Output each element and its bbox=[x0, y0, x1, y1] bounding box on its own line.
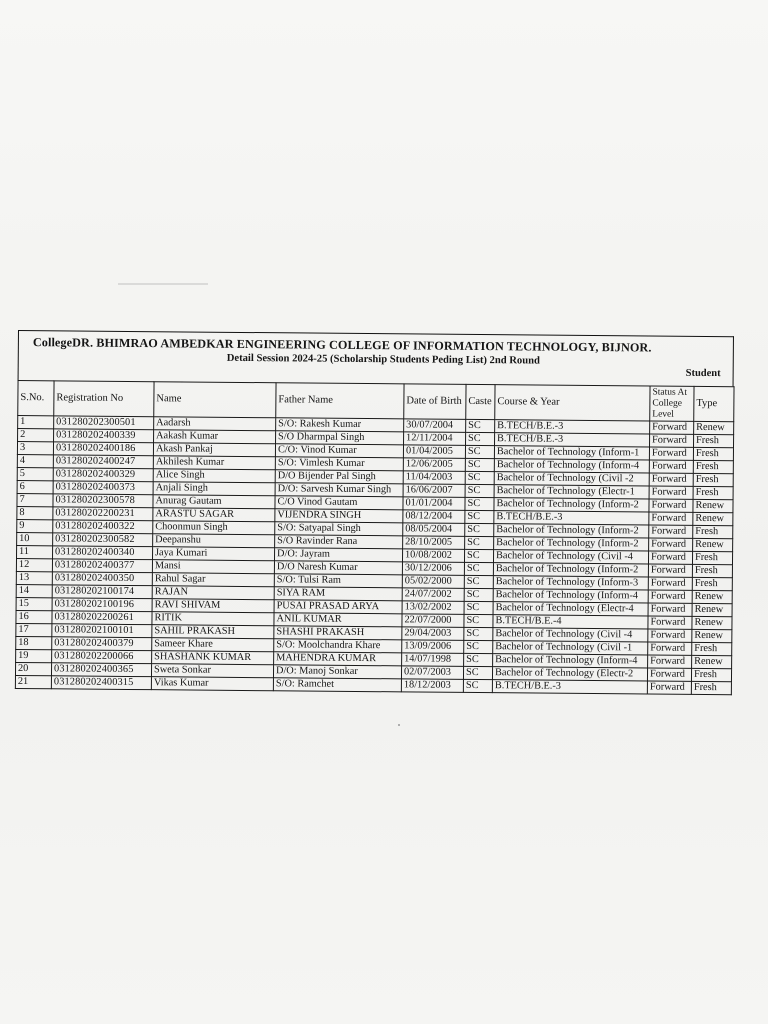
cell-type: Fresh bbox=[692, 577, 732, 590]
cell-date-of-birth: 08/12/2004 bbox=[403, 510, 465, 524]
cell-course-year: B.TECH/B.E.-3 bbox=[494, 510, 649, 524]
cell-father-name: MAHENDRA KUMAR bbox=[274, 652, 402, 666]
cell-status: Forward bbox=[649, 512, 693, 525]
cell-father-name: C/O Vinod Gautam bbox=[275, 496, 403, 510]
cell-father-name: S/O Dharmpal Singh bbox=[276, 431, 404, 445]
cell-name: Vikas Kumar bbox=[151, 676, 273, 690]
cell-name: Choonmun Singh bbox=[153, 520, 275, 534]
cell-status: Forward bbox=[647, 681, 691, 694]
cell-date-of-birth: 13/09/2006 bbox=[402, 640, 464, 654]
cell-name: Anurag Gautam bbox=[153, 494, 275, 508]
cell-registration-no: 031280202100174 bbox=[52, 585, 152, 599]
cell-date-of-birth: 22/07/2000 bbox=[402, 614, 464, 628]
cell-status: Forward bbox=[648, 603, 692, 616]
cell-caste: SC bbox=[466, 432, 495, 445]
cell-date-of-birth: 08/05/2004 bbox=[403, 523, 465, 537]
cell-name: Sweta Sonkar bbox=[151, 663, 273, 677]
cell-course-year: B.TECH/B.E.-4 bbox=[493, 614, 648, 628]
cell-father-name: D/O Bijender Pal Singh bbox=[275, 470, 403, 484]
cell-course-year: Bachelor of Technology (Civil -1 bbox=[493, 640, 648, 654]
cell-course-year: Bachelor of Technology (Electr-1 bbox=[494, 484, 649, 498]
cell-type: Fresh bbox=[693, 460, 733, 473]
cell-name: SHASHANK KUMAR bbox=[152, 650, 274, 664]
cell-sno: 9 bbox=[17, 519, 53, 532]
cell-date-of-birth: 29/04/2003 bbox=[402, 627, 464, 641]
cell-registration-no: 031280202100196 bbox=[52, 598, 152, 612]
cell-caste: SC bbox=[465, 510, 494, 523]
table-body bbox=[15, 415, 733, 694]
cell-sno: 19 bbox=[16, 649, 52, 662]
cell-course-year: Bachelor of Technology (Civil -2 bbox=[494, 471, 649, 485]
header-sno: S.No. bbox=[18, 381, 54, 416]
cell-course-year: Bachelor of Technology (Inform-4 bbox=[493, 588, 648, 602]
document-header bbox=[18, 330, 734, 386]
cell-registration-no: 031280202200066 bbox=[52, 650, 152, 664]
cell-type: Renew bbox=[692, 590, 732, 603]
cell-date-of-birth: 18/12/2003 bbox=[401, 679, 463, 693]
cell-caste: SC bbox=[464, 640, 493, 653]
cell-type: Fresh bbox=[691, 681, 731, 694]
cell-name: Alice Singh bbox=[153, 468, 275, 482]
cell-course-year: Bachelor of Technology (Inform-4 bbox=[494, 458, 649, 472]
cell-father-name: D/O Naresh Kumar bbox=[274, 561, 402, 575]
cell-type: Fresh bbox=[693, 486, 733, 499]
cell-caste: SC bbox=[466, 419, 495, 432]
cell-status: Forward bbox=[648, 551, 692, 564]
cell-type: Fresh bbox=[691, 668, 731, 681]
cell-father-name: S/O: Rakesh Kumar bbox=[276, 418, 404, 432]
header-registration-no: Registration No bbox=[54, 381, 154, 417]
cell-sno: 8 bbox=[17, 506, 53, 519]
cell-registration-no: 031280202400329 bbox=[53, 468, 153, 482]
cell-registration-no: 031280202400322 bbox=[53, 520, 153, 534]
cell-caste: SC bbox=[464, 614, 493, 627]
college-title: CollegeDR. BHIMRAO AMBEDKAR ENGINEERING COLLEGE OF INFORMATION TECHNOLOGY, BIJNOR. bbox=[32, 335, 652, 355]
cell-registration-no: 031280202400186 bbox=[53, 442, 153, 456]
cell-registration-no: 031280202400315 bbox=[51, 676, 151, 690]
cell-father-name: C/O: Vinod Kumar bbox=[275, 444, 403, 458]
cell-caste: SC bbox=[464, 575, 493, 588]
cell-father-name: S/O: Ramchet bbox=[273, 678, 401, 692]
cell-course-year: B.TECH/B.E.-3 bbox=[495, 419, 650, 433]
cell-caste: SC bbox=[465, 523, 494, 536]
cell-course-year: B.TECH/B.E.-3 bbox=[492, 679, 647, 693]
cell-name: Akash Pankaj bbox=[153, 442, 275, 456]
cell-course-year: Bachelor of Technology (Electr-2 bbox=[492, 666, 647, 680]
cell-name: RAVI SHIVAM bbox=[152, 598, 274, 612]
cell-sno: 16 bbox=[16, 610, 52, 623]
cell-status: Forward bbox=[648, 655, 692, 668]
cell-sno: 15 bbox=[16, 597, 52, 610]
cell-course-year: Bachelor of Technology (Inform-2 bbox=[494, 523, 649, 537]
cell-type: Fresh bbox=[692, 551, 732, 564]
cell-name: Anjali Singh bbox=[153, 481, 275, 495]
header-caste: Caste bbox=[466, 384, 495, 419]
cell-sno: 12 bbox=[16, 558, 52, 571]
cell-course-year: Bachelor of Technology (Inform-2 bbox=[494, 536, 649, 550]
cell-sno: 1 bbox=[18, 415, 54, 428]
cell-status: Forward bbox=[649, 460, 693, 473]
cell-date-of-birth: 14/07/1998 bbox=[402, 653, 464, 667]
cell-name: Mansi bbox=[152, 559, 274, 573]
cell-father-name: SIYA RAM bbox=[274, 587, 402, 601]
cell-sno: 17 bbox=[16, 623, 52, 636]
cell-course-year: Bachelor of Technology (Civil -4 bbox=[493, 549, 648, 563]
cell-name: Sameer Khare bbox=[152, 637, 274, 651]
header-status: Status At College Level bbox=[650, 386, 694, 421]
cell-status: Forward bbox=[649, 447, 693, 460]
cell-caste: SC bbox=[464, 562, 493, 575]
cell-father-name: S/O: Moolchandra Khare bbox=[274, 639, 402, 653]
cell-caste: SC bbox=[464, 627, 493, 640]
cell-sno: 13 bbox=[16, 571, 52, 584]
cell-date-of-birth: 05/02/2000 bbox=[402, 575, 464, 589]
cell-type: Fresh bbox=[694, 434, 734, 447]
cell-sno: 10 bbox=[17, 532, 53, 545]
cell-name: Deepanshu bbox=[153, 533, 275, 547]
cell-type: Renew bbox=[692, 655, 732, 668]
header-name: Name bbox=[154, 382, 276, 418]
cell-name: SAHIL PRAKASH bbox=[152, 624, 274, 638]
cell-date-of-birth: 11/04/2003 bbox=[403, 471, 465, 485]
cell-status: Forward bbox=[648, 577, 692, 590]
cell-course-year: Bachelor of Technology (Inform-4 bbox=[493, 653, 648, 667]
cell-type: Renew bbox=[693, 512, 733, 525]
cell-date-of-birth: 01/01/2004 bbox=[403, 497, 465, 511]
cell-date-of-birth: 24/07/2002 bbox=[402, 588, 464, 602]
cell-father-name: S/O Ravinder Rana bbox=[275, 535, 403, 549]
cell-type: Fresh bbox=[692, 642, 732, 655]
cell-status: Forward bbox=[648, 564, 692, 577]
cell-course-year: Bachelor of Technology (Inform-1 bbox=[494, 445, 649, 459]
cell-type: Renew bbox=[693, 499, 733, 512]
cell-type: Renew bbox=[692, 629, 732, 642]
cell-registration-no: 031280202200231 bbox=[53, 507, 153, 521]
students-table bbox=[15, 380, 735, 695]
cell-father-name: D/O: Manoj Sonkar bbox=[273, 665, 401, 679]
cell-course-year: B.TECH/B.E.-3 bbox=[495, 432, 650, 446]
cell-registration-no: 031280202100101 bbox=[52, 624, 152, 638]
cell-name: Jaya Kumari bbox=[153, 546, 275, 560]
cell-name: RAJAN bbox=[152, 585, 274, 599]
cell-date-of-birth: 12/11/2004 bbox=[404, 432, 466, 446]
cell-sno: 6 bbox=[17, 480, 53, 493]
cell-father-name: ANIL KUMAR bbox=[274, 613, 402, 627]
cell-sno: 3 bbox=[17, 441, 53, 454]
cell-type: Renew bbox=[694, 421, 734, 434]
cell-course-year: Bachelor of Technology (Inform-2 bbox=[494, 497, 649, 511]
cell-father-name: SHASHI PRAKASH bbox=[274, 626, 402, 640]
cell-sno: 7 bbox=[17, 493, 53, 506]
cell-type: Fresh bbox=[693, 473, 733, 486]
cell-registration-no: 031280202400340 bbox=[53, 546, 153, 560]
cell-registration-no: 031280202400247 bbox=[53, 455, 153, 469]
cell-date-of-birth: 30/07/2004 bbox=[404, 419, 466, 433]
cell-sno: 5 bbox=[17, 467, 53, 480]
cell-status: Forward bbox=[648, 629, 692, 642]
cell-sno: 4 bbox=[17, 454, 53, 467]
cell-registration-no: 031280202300501 bbox=[54, 416, 154, 430]
cell-date-of-birth: 01/04/2005 bbox=[403, 445, 465, 459]
cell-type: Renew bbox=[692, 603, 732, 616]
scholarship-list-sheet bbox=[15, 330, 734, 714]
cell-caste: SC bbox=[464, 549, 493, 562]
header-father-name: Father Name bbox=[276, 383, 404, 419]
cell-status: Forward bbox=[650, 421, 694, 434]
cell-date-of-birth: 16/06/2007 bbox=[403, 484, 465, 498]
cell-caste: SC bbox=[465, 497, 494, 510]
paper-speck bbox=[398, 724, 400, 726]
cell-father-name: PUSAI PRASAD ARYA bbox=[274, 600, 402, 614]
cell-sno: 14 bbox=[16, 584, 52, 597]
cell-registration-no: 031280202400365 bbox=[51, 663, 151, 677]
cell-course-year: Bachelor of Technology (Inform-3 bbox=[493, 575, 648, 589]
cell-course-year: Bachelor of Technology (Electr-4 bbox=[493, 601, 648, 615]
paper-smudge bbox=[118, 283, 208, 285]
cell-status: Forward bbox=[648, 642, 692, 655]
cell-status: Forward bbox=[649, 538, 693, 551]
student-label: Student bbox=[685, 367, 721, 380]
cell-status: Forward bbox=[649, 486, 693, 499]
cell-sno: 11 bbox=[17, 545, 53, 558]
cell-caste: SC bbox=[464, 601, 493, 614]
session-title: Detail Session 2024-25 (Scholarship Students Peding List) 2nd Round bbox=[226, 352, 540, 367]
cell-course-year: Bachelor of Technology (Civil -4 bbox=[493, 627, 648, 641]
cell-status: Forward bbox=[649, 525, 693, 538]
cell-registration-no: 031280202400339 bbox=[54, 429, 154, 443]
cell-registration-no: 031280202400350 bbox=[52, 572, 152, 586]
cell-name: Akhilesh Kumar bbox=[153, 455, 275, 469]
cell-date-of-birth: 10/08/2002 bbox=[402, 549, 464, 563]
cell-sno: 18 bbox=[16, 636, 52, 649]
cell-date-of-birth: 13/02/2002 bbox=[402, 601, 464, 615]
cell-caste: SC bbox=[465, 536, 494, 549]
cell-registration-no: 031280202300582 bbox=[53, 533, 153, 547]
cell-registration-no: 031280202400373 bbox=[53, 481, 153, 495]
cell-caste: SC bbox=[463, 666, 492, 679]
cell-caste: SC bbox=[464, 588, 493, 601]
cell-caste: SC bbox=[465, 458, 494, 471]
cell-type: Renew bbox=[693, 538, 733, 551]
cell-status: Forward bbox=[649, 499, 693, 512]
cell-type: Fresh bbox=[692, 564, 732, 577]
cell-registration-no: 031280202400379 bbox=[52, 637, 152, 651]
header-course-year: Course & Year bbox=[495, 385, 650, 421]
cell-name: Aadarsh bbox=[154, 416, 276, 430]
cell-type: Renew bbox=[692, 616, 732, 629]
cell-registration-no: 031280202300578 bbox=[53, 494, 153, 508]
cell-sno: 20 bbox=[15, 662, 51, 675]
cell-status: Forward bbox=[650, 434, 694, 447]
cell-date-of-birth: 30/12/2006 bbox=[402, 562, 464, 576]
cell-type: Fresh bbox=[693, 447, 733, 460]
cell-name: Aakash Kumar bbox=[154, 429, 276, 443]
cell-registration-no: 031280202200261 bbox=[52, 611, 152, 625]
cell-name: ARASTU SAGAR bbox=[153, 507, 275, 521]
cell-status: Forward bbox=[647, 668, 691, 681]
cell-name: RITIK bbox=[152, 611, 274, 625]
cell-father-name: S/O: Vimlesh Kumar bbox=[275, 457, 403, 471]
cell-father-name: VIJENDRA SINGH bbox=[275, 509, 403, 523]
cell-sno: 2 bbox=[18, 428, 54, 441]
cell-date-of-birth: 12/06/2005 bbox=[403, 458, 465, 472]
cell-caste: SC bbox=[465, 471, 494, 484]
cell-caste: SC bbox=[464, 653, 493, 666]
cell-father-name: D/O: Sarvesh Kumar Singh bbox=[275, 483, 403, 497]
cell-father-name: D/O: Jayram bbox=[274, 548, 402, 562]
cell-status: Forward bbox=[648, 590, 692, 603]
header-date-of-birth: Date of Birth bbox=[404, 384, 466, 419]
header-type: Type bbox=[694, 386, 734, 421]
cell-caste: SC bbox=[463, 679, 492, 692]
cell-type: Fresh bbox=[693, 525, 733, 538]
cell-date-of-birth: 28/10/2005 bbox=[403, 536, 465, 550]
cell-course-year: Bachelor of Technology (Inform-2 bbox=[493, 562, 648, 576]
cell-sno: 21 bbox=[15, 675, 51, 688]
cell-father-name: S/O: Tulsi Ram bbox=[274, 574, 402, 588]
cell-caste: SC bbox=[465, 445, 494, 458]
cell-registration-no: 031280202400377 bbox=[52, 559, 152, 573]
cell-status: Forward bbox=[648, 616, 692, 629]
cell-caste: SC bbox=[465, 484, 494, 497]
cell-name: Rahul Sagar bbox=[152, 572, 274, 586]
cell-date-of-birth: 02/07/2003 bbox=[401, 666, 463, 680]
cell-status: Forward bbox=[649, 473, 693, 486]
cell-father-name: S/O: Satyapal Singh bbox=[275, 522, 403, 536]
